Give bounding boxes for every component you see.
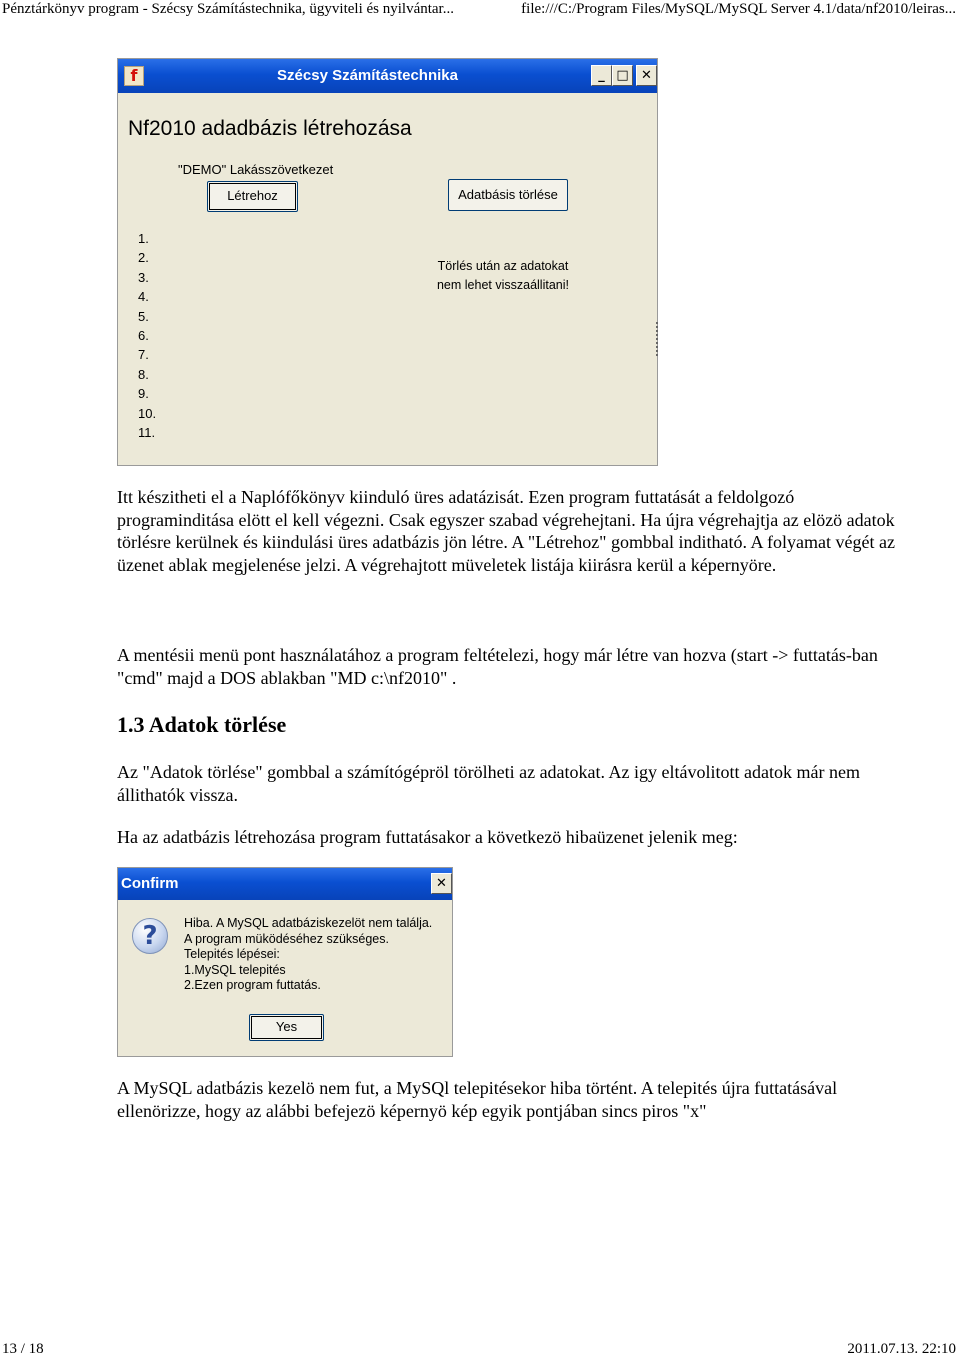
error-intro-paragraph: Ha az adatbázis létrehozása program futtatásakor a következö hibaüzenet jelenik meg: bbox=[117, 827, 738, 847]
app-titlebar bbox=[118, 59, 657, 93]
delete-database-button[interactable]: Adatbásis törlése bbox=[448, 179, 568, 211]
step-item: 3. bbox=[138, 269, 149, 285]
section-heading: 1.3 Adatok törlése bbox=[117, 712, 287, 737]
app-logo-icon: f bbox=[124, 66, 144, 86]
mysql-paragraph: A MySQL adatbázis kezelö nem fut, a MySQl telepitésekor hiba történt. A telepités újra futtatásával ellenörizze, hogy az alábbi befejezö képernyö kép egyik pontjában sincs piros "x" bbox=[117, 1078, 838, 1121]
confirm-message-line: A program müködéséhez szükséges. bbox=[184, 931, 389, 946]
confirm-title: Confirm bbox=[121, 875, 179, 892]
window-edge-divider bbox=[656, 322, 660, 356]
step-item: 6. bbox=[138, 328, 149, 344]
confirm-dialog bbox=[117, 867, 453, 1057]
question-icon: ? bbox=[132, 918, 168, 954]
browser-header-url: file:///C:/Program Files/MySQL/MySQL Server 4.1/data/nf2010/leiras... bbox=[521, 1, 956, 17]
delete-warning-line2: nem lehet visszaállitani! bbox=[436, 278, 569, 292]
step-item: 11. bbox=[138, 425, 156, 441]
maximize-icon[interactable]: □ bbox=[612, 65, 633, 86]
delete-warning-line1: Törlés után az adatokat bbox=[437, 259, 569, 273]
close-icon[interactable]: ✕ bbox=[431, 873, 452, 894]
backup-paragraph: A mentésii menü pont használatához a program feltételezi, hogy már létre van hozva (start -> futtatás-ban "cmd" majd a DOS ablakban "MD c:\nf2010" . bbox=[117, 645, 878, 688]
confirm-message-line: 2.Ezen program futtatás. bbox=[184, 978, 321, 993]
confirm-message-line: Telepités lépései: bbox=[184, 947, 280, 962]
page-number: 13 / 18 bbox=[2, 1341, 44, 1357]
step-list bbox=[138, 229, 156, 442]
step-item: 9. bbox=[138, 386, 149, 402]
demo-label: "DEMO" Lakásszövetkezet bbox=[178, 162, 334, 177]
confirm-message-line: Hiba. A MySQL adatbáziskezelöt nem találja. bbox=[184, 916, 433, 930]
delete-paragraph: Az "Adatok törlése" gombbal a számítógépröl törölheti az adatokat. Az igy eltávolitott adatok már nem állithatók vissza. bbox=[117, 762, 860, 805]
step-item: 7. bbox=[138, 347, 149, 363]
yes-button[interactable]: Yes bbox=[249, 1014, 324, 1041]
app-window bbox=[117, 58, 658, 466]
confirm-message-line: 1.MySQL telepités bbox=[184, 962, 286, 977]
step-item: 2. bbox=[138, 250, 149, 266]
intro-paragraph: Itt készitheti el a Naplófőkönyv kiinduló üres adatázisát. Ezen program futtatását a feldolgozó programinditása elött el kell végezni. Csak egyszer szabad végrehejtani. Ha újra végrehajtja az elözö adatok törlésre kerülnek és kiindulási üres adatbázis jön létre. A "Létrehoz" gombbal inditható. A folyamat végét az üzenet ablak megjelenése jelzi. A végrehajtott müveletek listája kiirásra kerül a képernyöre. bbox=[117, 487, 895, 575]
confirm-message bbox=[184, 916, 432, 994]
app-window-title: Szécsy Számítástechnika bbox=[277, 67, 458, 84]
step-item: 10. bbox=[138, 405, 157, 421]
step-item: 8. bbox=[138, 366, 149, 382]
print-datetime: 2011.07.13. 22:10 bbox=[847, 1341, 956, 1357]
create-button[interactable]: Létrehoz bbox=[207, 181, 298, 212]
delete-warning bbox=[418, 257, 588, 295]
step-item: 4. bbox=[138, 289, 149, 305]
close-icon[interactable]: ✕ bbox=[636, 65, 657, 86]
window-heading: Nf2010 adadbázis létrehozása bbox=[128, 117, 412, 140]
confirm-titlebar bbox=[118, 868, 452, 900]
step-item: 5. bbox=[138, 308, 149, 324]
browser-header-title: Pénztárkönyv program - Szécsy Számítástechnika, ügyviteli és nyilvántar... bbox=[2, 1, 454, 17]
step-item: 1. bbox=[138, 231, 149, 246]
minimize-icon[interactable]: _ bbox=[591, 65, 612, 86]
